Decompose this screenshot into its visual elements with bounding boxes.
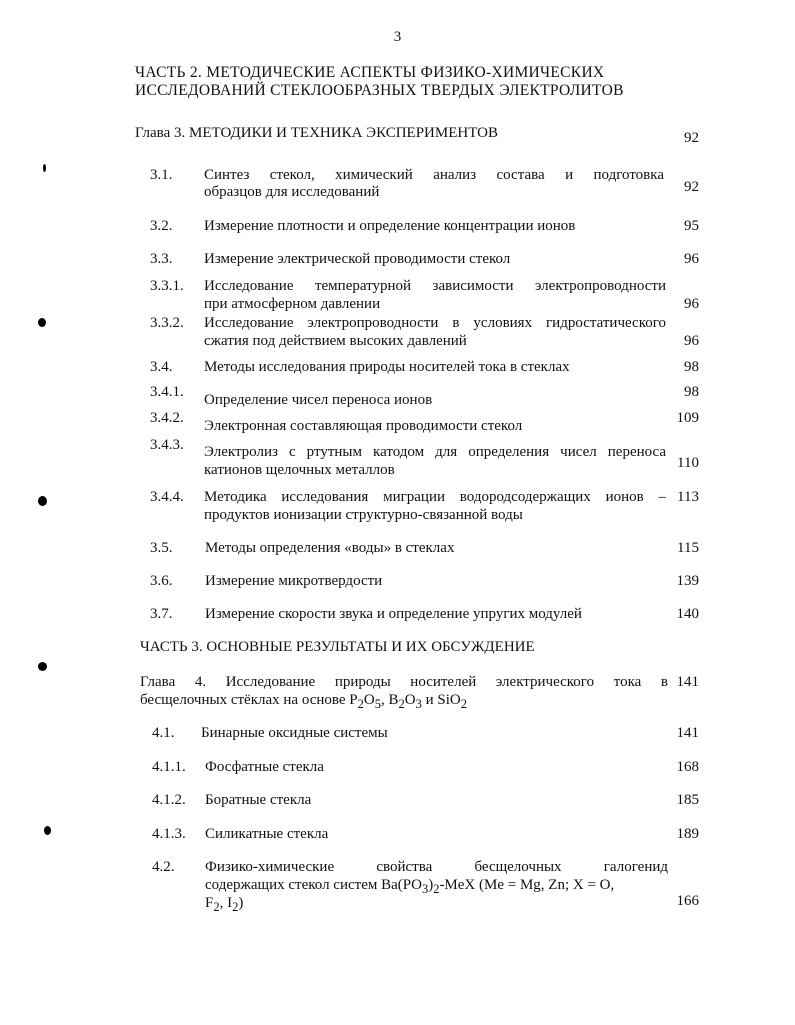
- entry-number: 3.3.1.: [150, 278, 184, 294]
- chapter4-title-line2: бесщелочных стёклах на основе $P_2O_5$, $B_2O_3$ и SiO$_2$: [140, 692, 467, 711]
- entry-number: 3.1.: [150, 167, 173, 183]
- entry-title-line: Бинарные оксидные системы: [201, 725, 388, 741]
- entry-title-line: образцов для исследований: [204, 184, 380, 200]
- entry-title-line: Измерение микротвердости: [205, 573, 383, 589]
- entry-page: 92: [684, 179, 699, 195]
- entry-number: 4.1.1.: [152, 759, 186, 775]
- entry-page: 185: [676, 792, 699, 808]
- chapter4-title-line1: Глава 4. Исследование природы носителей электрического тока в: [140, 674, 668, 690]
- part2-heading-line1: ЧАСТЬ 2. МЕТОДИЧЕСКИЕ АСПЕКТЫ ФИЗИКО-ХИМИЧЕСКИХ: [135, 64, 605, 81]
- entry-page: 109: [676, 410, 699, 426]
- entry-page: 113: [677, 489, 699, 505]
- entry-number: 3.7.: [150, 606, 173, 622]
- entry-number: 3.2.: [150, 218, 173, 234]
- entry-number: 3.4.4.: [150, 489, 184, 505]
- entry-title-line: Измерение плотности и определение концентрации ионов: [204, 218, 576, 234]
- entry-number: 4.1.3.: [152, 826, 186, 842]
- page-number: 3: [393, 29, 402, 45]
- entry-title-line: Методика исследования миграции водородсодержащих ионов –: [204, 489, 666, 505]
- part3-heading: ЧАСТЬ 3. ОСНОВНЫЕ РЕЗУЛЬТАТЫ И ИХ ОБСУЖДЕНИЕ: [140, 639, 535, 655]
- entry-page: 140: [676, 606, 699, 622]
- entry-title-line: Методы исследования природы носителей тока в стеклах: [204, 359, 570, 375]
- entry-title-line: сжатия под действием высоких давлений: [204, 333, 467, 349]
- entry-number: 4.1.2.: [152, 792, 186, 808]
- scan-mark: [38, 496, 47, 506]
- entry-page: 95: [684, 218, 699, 234]
- entry-number: 4.2.: [152, 859, 175, 875]
- entry-page: 141: [676, 725, 699, 741]
- entry-title-line: Исследование электропроводности в условиях гидростатического: [204, 315, 666, 331]
- entry-title-line: Исследование температурной зависимости электропроводности: [204, 278, 666, 294]
- entry-title-line: Фосфатные стекла: [205, 759, 324, 775]
- entry-page: 96: [684, 333, 699, 349]
- entry-number: 3.3.: [150, 251, 173, 267]
- scan-mark: [38, 662, 47, 671]
- entry-number: 3.6.: [150, 573, 173, 589]
- entry-page: 115: [677, 540, 699, 556]
- chapter3-page: 92: [684, 130, 699, 146]
- entry-number: 3.3.2.: [150, 315, 184, 331]
- entry-page: 110: [677, 455, 699, 471]
- entry-page: 168: [676, 759, 699, 775]
- entry-page: 166: [676, 893, 699, 909]
- entry-number: 3.4.: [150, 359, 173, 375]
- entry-number: 3.4.2.: [150, 410, 184, 426]
- entry-title-line: Физико-химические свойства бесщелочных галогенид: [205, 859, 668, 875]
- entry-title-line: Силикатные стекла: [205, 826, 329, 842]
- scan-mark: [38, 318, 46, 327]
- entry-title-line: Электролиз с ртутным катодом для определения чисел переноса: [204, 444, 666, 460]
- entry-number: 3.4.3.: [150, 437, 184, 453]
- entry-page: 189: [676, 826, 699, 842]
- entry-page: 96: [684, 251, 699, 267]
- entry-title-line: при атмосферном давлении: [204, 296, 381, 312]
- entry-title-line: Синтез стекол, химический анализ состава и подготовка: [204, 167, 664, 183]
- entry-title-line: катионов щелочных металлов: [204, 462, 395, 478]
- entry-title-line: продуктов ионизации структурно-связанной воды: [204, 507, 523, 523]
- entry-number: 3.5.: [150, 540, 173, 556]
- entry-page: 98: [684, 359, 699, 375]
- entry-title-line: Определение чисел переноса ионов: [204, 392, 433, 408]
- entry-title-line: содержащих стекол систем $Ba(PO_3)_2$-MeX (Me = Mg, Zn; X = O,: [205, 877, 615, 896]
- part2-heading-line2: ИССЛЕДОВАНИЙ СТЕКЛООБРАЗНЫХ ТВЕРДЫХ ЭЛЕКТРОЛИТОВ: [135, 82, 624, 99]
- chapter4-page: 141: [676, 674, 699, 690]
- entry-number: 3.4.1.: [150, 384, 184, 400]
- entry-number: 4.1.: [152, 725, 175, 741]
- entry-title-line: Боратные стекла: [205, 792, 312, 808]
- chapter3-title: Глава 3. МЕТОДИКИ И ТЕХНИКА ЭКСПЕРИМЕНТОВ: [135, 125, 499, 141]
- entry-title-line: $F_2$, $I_2$): [205, 895, 244, 914]
- entry-title-line: Электронная составляющая проводимости стекол: [204, 418, 523, 434]
- entry-title-line: Измерение электрической проводимости стекол: [204, 251, 511, 267]
- entry-title-line: Измерение скорости звука и определение упругих модулей: [205, 606, 582, 622]
- scan-mark: [44, 826, 51, 835]
- entry-page: 98: [684, 384, 699, 400]
- scan-mark: [43, 164, 46, 172]
- entry-page: 96: [684, 296, 699, 312]
- entry-title-line: Методы определения «воды» в стеклах: [205, 540, 455, 556]
- entry-page: 139: [676, 573, 699, 589]
